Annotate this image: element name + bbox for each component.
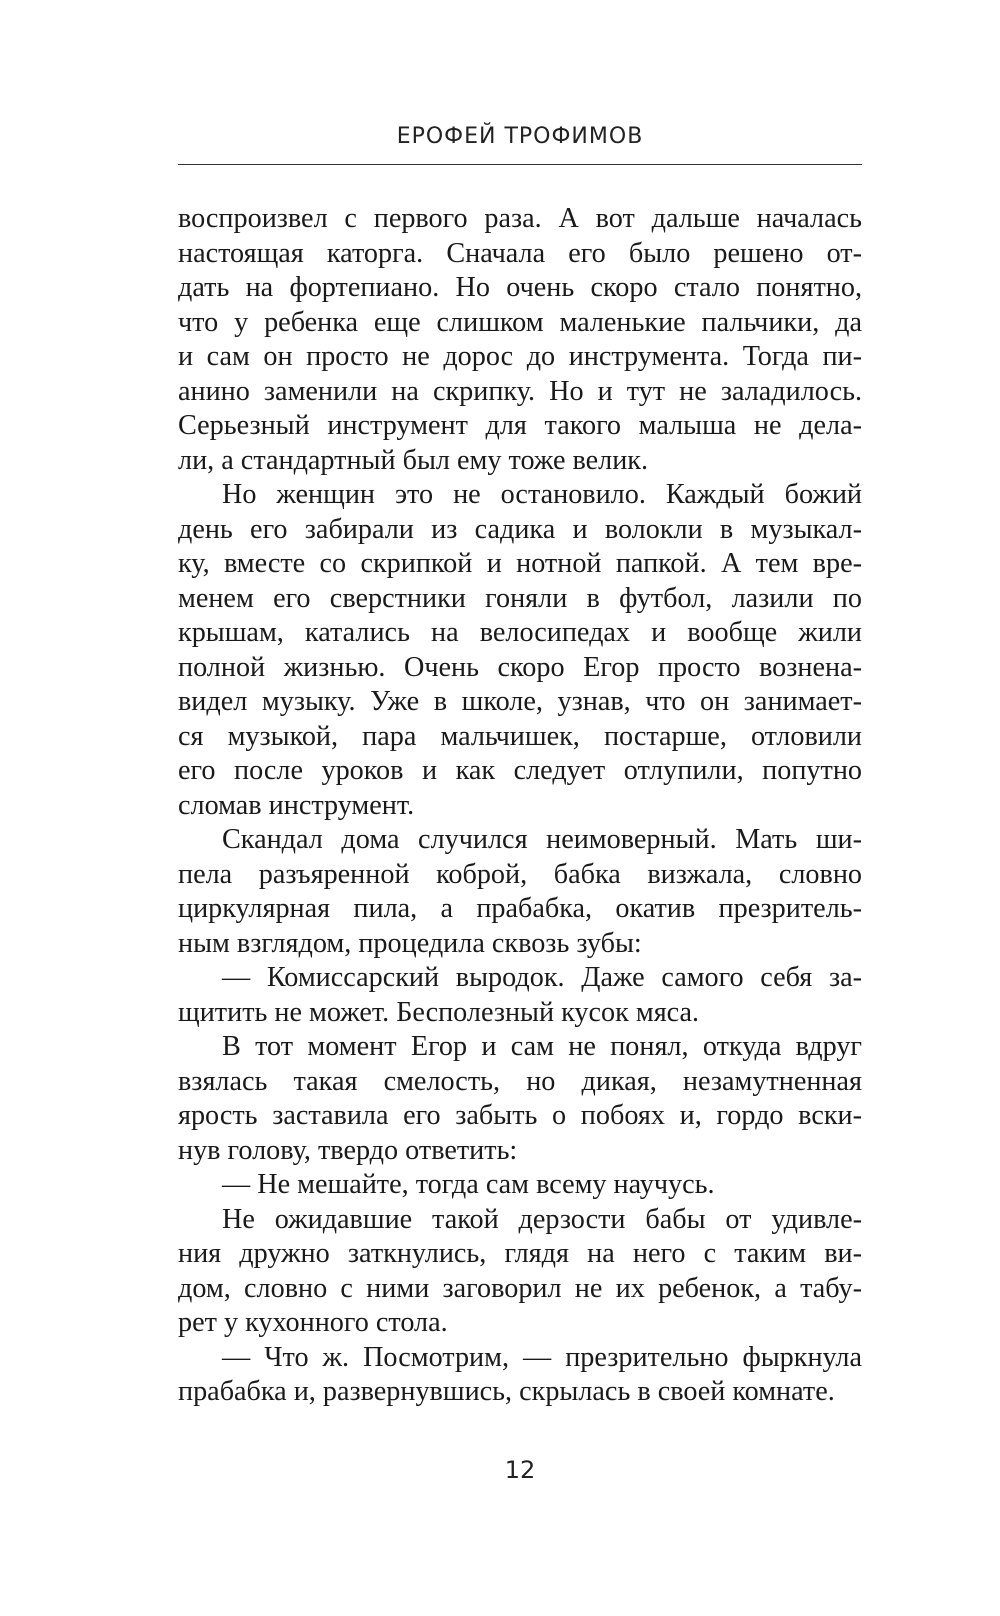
text-line: Скандал дома случился неимоверный. Мать ши- [222, 824, 862, 855]
text-line: циркулярная пила, а прабабка, окатив презритель- [178, 893, 862, 924]
text-line: пела разъяренной коброй, бабка визжала, словно [178, 858, 862, 890]
page-number: 12 [504, 1456, 536, 1484]
text-line: его после уроков и как следует отлупили, попутно [178, 755, 862, 786]
text-line: Но женщин это не остановило. Каждый божий [222, 479, 862, 510]
text-line: дать на фортепиано. Но очень скоро стало понятно, [178, 272, 862, 303]
body-text [178, 202, 862, 1410]
text-line: — Что ж. Посмотрим, — презрительно фыркнула [222, 1341, 862, 1373]
text-line: ся музыкой, пара мальчишек, постарше, отловили [178, 720, 862, 752]
text-line: взялась такая смелость, но дикая, незамутненная [178, 1065, 862, 1097]
text-line: ния дружно заткнулись, глядя на него с таким ви- [178, 1238, 862, 1269]
text-line: щитить не может. Бесполезный кусок мяса. [178, 996, 700, 1028]
text-line: полной жизнью. Очень скоро Егор просто вознена- [178, 651, 862, 683]
text-line: воспроизвел с первого раза. А вот дальше началась [178, 203, 862, 234]
dialogue-paragraph [178, 1168, 862, 1203]
text-line: — Комиссарский выродок. Даже самого себя за- [222, 962, 862, 993]
text-line: В тот момент Егор и сам не понял, откуда вдруг [222, 1031, 862, 1062]
text-line: ным взглядом, процедила сквозь зубы: [178, 927, 642, 959]
text-line: и сам он просто не дорос до инструмента. Тогда пи- [178, 341, 862, 372]
text-line: что у ребенка еще слишком маленькие пальчики, да [178, 306, 862, 338]
text-line: — Не мешайте, тогда сам всему научусь. [222, 1169, 715, 1200]
text-line: прабабка и, развернувшись, скрылась в своей комнате. [178, 1376, 835, 1407]
dialogue-paragraph [178, 1341, 862, 1410]
text-line: ку, вместе со скрипкой и нотной папкой. А тем вре- [178, 548, 862, 579]
text-line: анино заменили на скрипку. Но и тут не заладилось. [178, 375, 862, 407]
text-line: рет у кухонного стола. [178, 1307, 448, 1338]
text-line: Серьезный инструмент для такого малыша не дела- [178, 410, 862, 441]
text-line: Не ожидавшие такой дерзости бабы от удивле- [222, 1203, 862, 1235]
dialogue-paragraph [178, 961, 862, 1030]
paragraph [178, 1030, 862, 1168]
text-line: ли, а стандартный был ему тоже велик. [178, 444, 649, 476]
paragraph [178, 1203, 862, 1341]
paragraph [178, 202, 862, 478]
header-rule [178, 164, 862, 165]
text-line: день его забирали из садика и волокли в музыкал- [178, 513, 862, 545]
text-line: видел музыку. Уже в школе, узнав, что он занимает- [178, 686, 862, 717]
text-line: менем его сверстники гоняли в футбол, лазили по [178, 582, 862, 614]
text-line: нув голову, твердо ответить: [178, 1134, 518, 1166]
paragraph [178, 823, 862, 961]
text-line: крышам, катались на велосипедах и вообще жили [178, 617, 862, 648]
text-line: ярость заставила его забыть о побоях и, гордо вски- [178, 1100, 862, 1131]
running-head-author: ЕРОФЕЙ ТРОФИМОВ [396, 124, 644, 149]
text-line: настоящая каторга. Сначала его было решено от- [178, 237, 862, 269]
text-line: сломав инструмент. [178, 789, 415, 821]
paragraph [178, 478, 862, 823]
text-line: дом, словно с ними заговорил не их ребенок, а табу- [178, 1272, 862, 1304]
